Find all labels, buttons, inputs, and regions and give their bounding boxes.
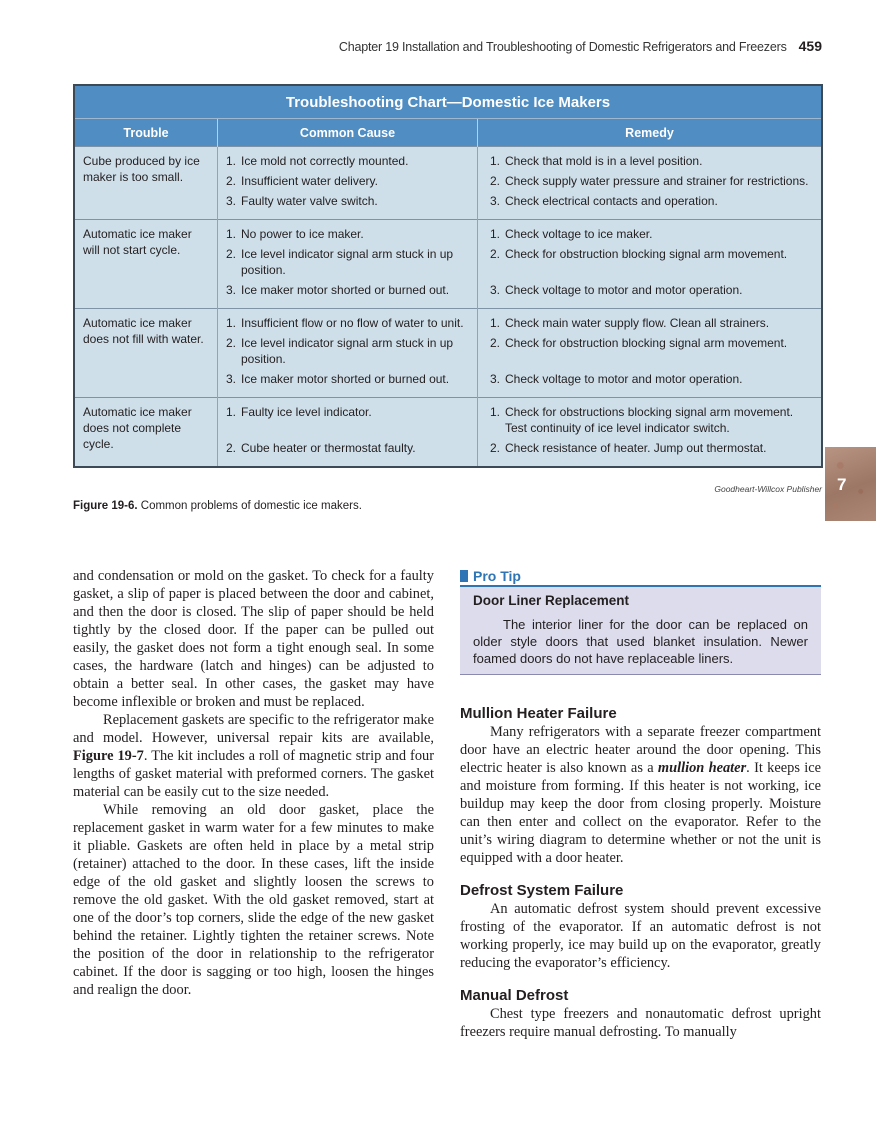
paragraph (73, 711, 434, 801)
item-number: 2. (226, 336, 237, 350)
text-run: Replacement gaskets are specific to the refrigerator make and model. However, universal repair kits are available, (73, 712, 434, 746)
pro-tip-header (460, 567, 821, 587)
table-row (74, 309, 822, 398)
paragraph: and condensation or mold on the gasket. To check for a faulty gasket, a slip of paper is placed between the door and cabinet, and then the door is closed. The slip of paper should be held tightly by the closed door. If the paper can be pulled out easily, the gasket does not form a tight enough seal. In some cases, the hardware (latch and hinges) can be adjusted to obtain a better seal. In other cases, the gasket may have become inflexible or broken and must be replaced. (73, 568, 434, 710)
remedy-item (490, 440, 813, 456)
cause-item (226, 226, 469, 242)
table-row (74, 398, 822, 468)
cause-item (226, 315, 469, 331)
cause-item (226, 173, 469, 189)
item-text: Check that mold is in a level position. (505, 154, 703, 168)
trouble-cell: Cube produced by ice maker is too small. (74, 147, 218, 220)
text-run: Many refrigerators with a separate freezer compartment door have an electric heater around the door opening. This electric heater is also known as a (460, 724, 821, 776)
pro-tip-text: The interior liner for the door can be replaced on older style doors that used blanket insulation. Newer foamed doors do not have replaceable liners. (473, 617, 808, 666)
item-number: 2. (490, 247, 501, 261)
paragraph: An automatic defrost system should prevent excessive frosting of the evaporator. If an automatic defrost is not working properly, ice may build up on the evaporator, greatly reducing the evaporator’s efficiency. (460, 901, 821, 971)
cause-item (226, 246, 469, 278)
cause-item (226, 153, 469, 169)
item-text: Ice mold not correctly mounted. (241, 154, 409, 168)
item-text: Check voltage to motor and motor operation. (505, 283, 743, 297)
item-text: Check supply water pressure and strainer for restrictions. (505, 174, 809, 188)
remedy-item (490, 226, 813, 242)
section-heading: Manual Defrost (460, 987, 569, 1004)
remedy-item (490, 193, 813, 209)
item-number: 2. (226, 247, 237, 261)
item-number: 1. (490, 227, 501, 241)
remedy-item (490, 153, 813, 169)
item-number: 1. (226, 154, 237, 168)
key-term: mullion heater (657, 760, 747, 776)
column-header-cause: Common Cause (218, 119, 478, 147)
column-header-trouble: Trouble (74, 119, 218, 147)
square-bullet-icon (460, 570, 468, 582)
item-text: Cube heater or thermostat faulty. (241, 441, 416, 455)
item-text: Insufficient water delivery. (241, 174, 378, 188)
item-number: 3. (490, 194, 501, 208)
cause-cell (218, 220, 478, 309)
pro-tip-box (460, 587, 821, 675)
paragraph (460, 723, 821, 867)
trouble-cell: Automatic ice maker does not complete cycle. (74, 398, 218, 468)
cause-item (226, 282, 469, 298)
figure-caption-text: Common problems of domestic ice makers. (140, 500, 362, 512)
remedy-item (490, 246, 813, 278)
item-text: Ice level indicator signal arm stuck in up position. (241, 247, 454, 277)
chapter-title: Chapter 19 Installation and Troubleshooting of Domestic Refrigerators and Freezers (338, 40, 787, 54)
item-number: 2. (226, 174, 237, 188)
item-number: 3. (490, 372, 501, 386)
item-text: Insufficient flow or no flow of water to unit. (241, 316, 464, 330)
pro-tip-title: Door Liner Replacement (473, 593, 630, 608)
text-run: . The kit includes a roll of magnetic strip and four lengths of gasket material with preformed corners. The gasket material can be easily cut to the size needed. (73, 748, 434, 800)
item-text: Check for obstruction blocking signal arm movement. (505, 247, 788, 261)
cause-cell (218, 147, 478, 220)
item-text: Ice maker motor shorted or burned out. (241, 372, 450, 386)
section-heading: Defrost System Failure (460, 882, 624, 899)
item-number: 3. (226, 194, 237, 208)
troubleshooting-table (73, 84, 823, 468)
cause-item (226, 440, 469, 456)
remedy-cell (478, 309, 823, 398)
remedy-item (490, 173, 813, 189)
item-text: Check resistance of heater. Jump out thermostat. (505, 441, 767, 455)
left-column (73, 567, 434, 999)
item-number: 1. (490, 154, 501, 168)
item-number: 2. (226, 441, 237, 455)
image-credit: Goodheart-Willcox Publisher (714, 484, 822, 494)
item-text: Ice maker motor shorted or burned out. (241, 283, 450, 297)
table-row (74, 147, 822, 220)
item-text: Check for obstruction blocking signal arm movement. (505, 336, 788, 350)
item-number: 1. (490, 405, 501, 419)
cause-item (226, 193, 469, 209)
remedy-item (490, 282, 813, 298)
table-title: Troubleshooting Chart—Domestic Ice Makers (74, 85, 822, 119)
section-heading: Mullion Heater Failure (460, 705, 617, 722)
remedy-cell (478, 398, 823, 468)
item-text: Check voltage to ice maker. (505, 227, 653, 241)
item-text: Faulty water valve switch. (241, 194, 378, 208)
cause-item (226, 371, 469, 387)
pro-tip-label: Pro Tip (473, 568, 521, 584)
paragraph: While removing an old door gasket, place the replacement gasket in warm water for a few minutes to make it pliable. Gaskets are often held in place by a metal strip (retainer) attached to the door. In these cases, lift the inside edge of the old gasket and slightly loosen the screws to remove the old gasket. With the old gasket removed, start at one of the door’s top corners, slide the edge of the new gasket behind the retainer. Lightly tighten the retainer screws. Note the position of the door in relationship to the refrigerator cabinet. If the door is sagging or too high, loosen the hinges and realign the door. (73, 802, 434, 998)
item-number: 3. (226, 283, 237, 297)
item-text: No power to ice maker. (241, 227, 364, 241)
right-column (460, 567, 821, 1041)
paragraph: Chest type freezers and nonautomatic defrost upright freezers require manual defrosting. To manually (460, 1006, 821, 1040)
cause-cell (218, 309, 478, 398)
trouble-cell: Automatic ice maker does not fill with water. (74, 309, 218, 398)
item-number: 3. (490, 283, 501, 297)
page-number: 459 (798, 38, 822, 54)
table-row (74, 220, 822, 309)
item-text: Check electrical contacts and operation. (505, 194, 718, 208)
item-number: 2. (490, 174, 501, 188)
trouble-cell: Automatic ice maker will not start cycle. (74, 220, 218, 309)
remedy-cell (478, 220, 823, 309)
item-text: Check main water supply flow. Clean all strainers. (505, 316, 770, 330)
item-number: 1. (226, 227, 237, 241)
item-number: 1. (490, 316, 501, 330)
item-text: Ice level indicator signal arm stuck in up position. (241, 336, 454, 366)
text-run: . It keeps ice and moisture from forming. If this heater is not working, ice buildup may keep the door from closing properly. Moisture can then enter and collect on the evaporator. Refer to the unit’s wiring diagram to determine whether or not the unit is equipped with a door heater. (460, 760, 821, 866)
remedy-item (490, 371, 813, 387)
figure-label: Figure 19-6. (73, 500, 138, 512)
running-header (74, 38, 822, 54)
item-number: 2. (490, 336, 501, 350)
item-number: 1. (226, 405, 237, 419)
cause-cell (218, 398, 478, 468)
item-number: 3. (226, 372, 237, 386)
item-text: Check for obstructions blocking signal arm movement. Test continuity of ice level indicator switch. (505, 405, 794, 435)
figure-caption (73, 500, 362, 512)
cause-item (226, 404, 469, 436)
remedy-item (490, 315, 813, 331)
chapter-section-tab (825, 447, 876, 521)
remedy-cell (478, 147, 823, 220)
item-number: 1. (226, 316, 237, 330)
remedy-item (490, 404, 813, 436)
item-number: 2. (490, 441, 501, 455)
remedy-item (490, 335, 813, 367)
figure-reference: Figure 19-7 (73, 748, 144, 764)
section-tab-number: 7 (837, 475, 847, 494)
cause-item (226, 335, 469, 367)
column-header-remedy: Remedy (478, 119, 823, 147)
item-text: Check voltage to motor and motor operation. (505, 372, 743, 386)
item-text: Faulty ice level indicator. (241, 405, 372, 419)
